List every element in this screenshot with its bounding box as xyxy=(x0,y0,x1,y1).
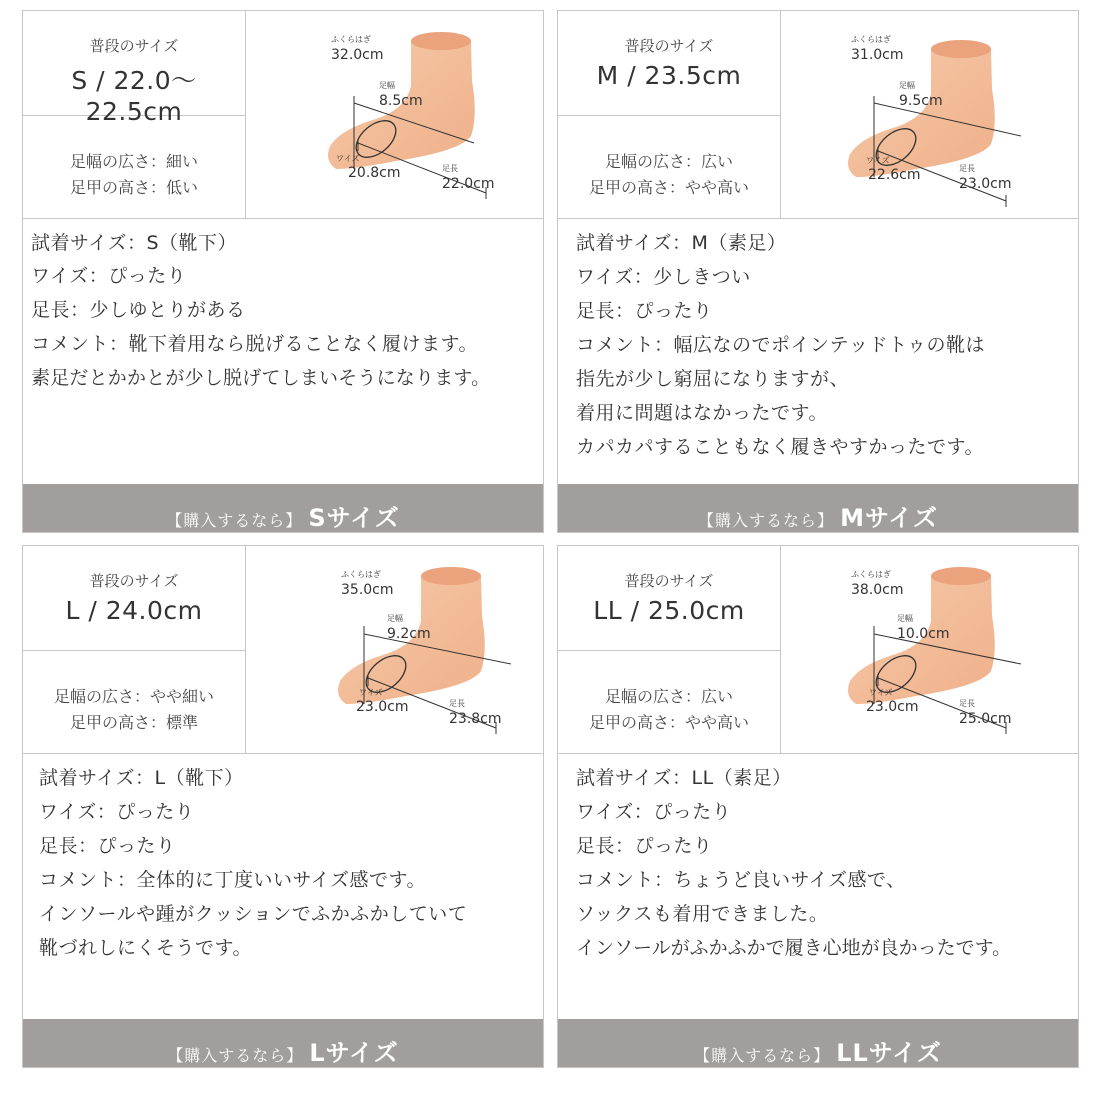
usual-size-label: 普段のサイズ xyxy=(89,572,179,590)
review-line: 試着サイズ：L（靴下） xyxy=(39,767,244,789)
review-line: ワイズ：少しきつい xyxy=(576,266,751,288)
usual-size-box xyxy=(558,11,781,116)
size-card-header xyxy=(558,11,1078,219)
review-line: 試着サイズ：M（素足） xyxy=(576,232,787,254)
wise-value: 23.0cm xyxy=(356,699,409,715)
foot-diagram xyxy=(781,11,1078,218)
review-line: 試着サイズ：S（靴下） xyxy=(31,232,238,254)
calf-label: ふくらはぎ xyxy=(851,35,891,44)
instep-height-text: 足甲の高さ：やや高い xyxy=(588,178,749,197)
review-line: コメント：靴下着用なら脱げることなく履けます。 xyxy=(31,333,478,355)
size-card-header xyxy=(558,546,1078,754)
review-line: コメント：全体的に丁度いいサイズ感です。 xyxy=(39,869,426,891)
foot-shape-box xyxy=(558,116,781,218)
foot-illustration xyxy=(246,11,543,218)
size-card-header xyxy=(23,546,543,754)
review-line: 着用に問題はなかったです。 xyxy=(576,402,828,424)
instep-height-text: 足甲の高さ：標準 xyxy=(69,713,198,732)
review-line: 試着サイズ：LL（素足） xyxy=(576,767,792,789)
review-line: 足長：ぴったり xyxy=(39,835,176,857)
foot-width-text: 足幅の広さ：細い xyxy=(69,152,198,171)
recommend-text xyxy=(558,1033,1078,1068)
review-line: ワイズ：ぴったり xyxy=(576,801,732,823)
recommend-size: LLサイズ xyxy=(836,1039,942,1067)
recommend-size: Lサイズ xyxy=(309,1039,399,1067)
review-line: カパカパすることもなく履きやすかったです。 xyxy=(576,436,984,458)
review-text xyxy=(23,753,543,1019)
length-label: 足長 xyxy=(449,699,465,708)
usual-size-box xyxy=(23,11,246,126)
recommend-bar xyxy=(558,1019,1078,1067)
instep-height-text: 足甲の高さ：やや高い xyxy=(588,713,749,732)
wise-value: 20.8cm xyxy=(348,165,401,181)
recommend-prefix: 【購入するなら】 xyxy=(697,511,834,530)
foot-illustration xyxy=(246,546,543,753)
calf-value: 35.0cm xyxy=(341,582,394,598)
recommend-text xyxy=(23,1033,543,1068)
ball-value: 10.0cm xyxy=(897,626,950,642)
recommend-bar xyxy=(558,484,1078,532)
size-card-ll xyxy=(557,545,1079,1068)
usual-size-label: 普段のサイズ xyxy=(89,37,179,55)
calf-label: ふくらはぎ xyxy=(851,570,891,579)
size-card-l xyxy=(22,545,544,1068)
review-text xyxy=(23,218,543,484)
recommend-prefix: 【購入するなら】 xyxy=(694,1046,831,1065)
usual-size-label: 普段のサイズ xyxy=(624,37,714,55)
ball-label: 足幅 xyxy=(897,614,913,623)
usual-size-box xyxy=(23,546,246,651)
usual-size-box xyxy=(558,546,781,651)
review-line: 靴づれしにくそうです。 xyxy=(39,937,252,959)
usual-size-value: LL / 25.0cm xyxy=(593,596,745,625)
wise-label: ワイズ xyxy=(359,688,383,697)
review-line: コメント：ちょうど良いサイズ感で、 xyxy=(576,869,906,891)
size-card-m xyxy=(557,10,1079,533)
size-card-header xyxy=(23,11,543,219)
wise-label: ワイズ xyxy=(336,154,360,163)
ball-value: 8.5cm xyxy=(379,93,423,109)
calf-label: ふくらはぎ xyxy=(341,570,381,579)
ankle-opening xyxy=(411,32,471,50)
recommend-bar xyxy=(23,1019,543,1067)
recommend-prefix: 【購入するなら】 xyxy=(167,1046,304,1065)
usual-size-value: S / 22.0〜22.5cm xyxy=(71,66,197,126)
recommend-bar xyxy=(23,484,543,532)
recommend-text xyxy=(23,498,543,533)
usual-size-value: M / 23.5cm xyxy=(596,61,742,90)
foot-shape-box xyxy=(23,651,246,753)
length-value: 25.0cm xyxy=(959,711,1012,727)
recommend-size: Mサイズ xyxy=(840,504,939,532)
review-line: ワイズ：ぴったり xyxy=(31,265,187,287)
review-line: 指先が少し窮屈になりますが、 xyxy=(576,368,850,390)
ankle-opening xyxy=(931,567,991,585)
review-text xyxy=(558,218,1078,484)
foot-illustration xyxy=(781,11,1078,218)
foot-diagram xyxy=(246,11,543,218)
review-line: 足長：ぴったり xyxy=(576,300,713,322)
foot-width-text: 足幅の広さ：広い xyxy=(604,152,733,171)
ankle-opening xyxy=(931,40,991,58)
wise-label: ワイズ xyxy=(866,156,890,165)
length-value: 23.0cm xyxy=(959,176,1012,192)
recommend-text xyxy=(558,498,1078,533)
length-label: 足長 xyxy=(959,164,975,173)
recommend-prefix: 【購入するなら】 xyxy=(166,511,303,530)
wise-value: 23.0cm xyxy=(866,699,919,715)
foot-width-text: 足幅の広さ：広い xyxy=(604,687,733,706)
review-line: ソックスも着用できました。 xyxy=(576,903,829,925)
ball-label: 足幅 xyxy=(379,81,395,90)
calf-value: 32.0cm xyxy=(331,47,384,63)
wise-label: ワイズ xyxy=(869,688,893,697)
review-text xyxy=(558,753,1078,1019)
ball-value: 9.2cm xyxy=(387,626,431,642)
ball-value: 9.5cm xyxy=(899,93,943,109)
ball-label: 足幅 xyxy=(899,81,915,90)
length-value: 22.0cm xyxy=(442,176,495,192)
review-line: 足長：ぴったり xyxy=(576,835,713,857)
foot-shape-box xyxy=(558,651,781,753)
usual-size-label: 普段のサイズ xyxy=(624,572,714,590)
review-line: ワイズ：ぴったり xyxy=(39,801,195,823)
foot-width-text: 足幅の広さ：やや細い xyxy=(53,687,214,706)
foot-shape-box xyxy=(23,116,246,218)
review-line: インソールや踵がクッションでふかふかしていて xyxy=(39,903,468,925)
review-line: コメント：幅広なのでポインテッドトゥの靴は xyxy=(576,334,986,356)
calf-label: ふくらはぎ xyxy=(331,35,371,44)
length-label: 足長 xyxy=(959,699,975,708)
length-label: 足長 xyxy=(442,164,458,173)
review-line: 足長：少しゆとりがある xyxy=(31,299,246,321)
length-value: 23.8cm xyxy=(449,711,502,727)
size-card-s xyxy=(22,10,544,533)
foot-diagram xyxy=(781,546,1078,753)
ball-label: 足幅 xyxy=(387,614,403,623)
foot-diagram xyxy=(246,546,543,753)
instep-height-text: 足甲の高さ：低い xyxy=(69,178,198,197)
wise-value: 22.6cm xyxy=(868,167,921,183)
review-line: インソールがふかふかで履き心地が良かったです。 xyxy=(576,937,1012,959)
calf-value: 31.0cm xyxy=(851,47,904,63)
calf-value: 38.0cm xyxy=(851,582,904,598)
usual-size-value: L / 24.0cm xyxy=(65,596,203,625)
review-line: 素足だとかかとが少し脱げてしまいそうになります。 xyxy=(31,367,491,389)
foot-illustration xyxy=(781,546,1078,753)
ankle-opening xyxy=(421,567,481,585)
recommend-size: Sサイズ xyxy=(308,504,400,532)
